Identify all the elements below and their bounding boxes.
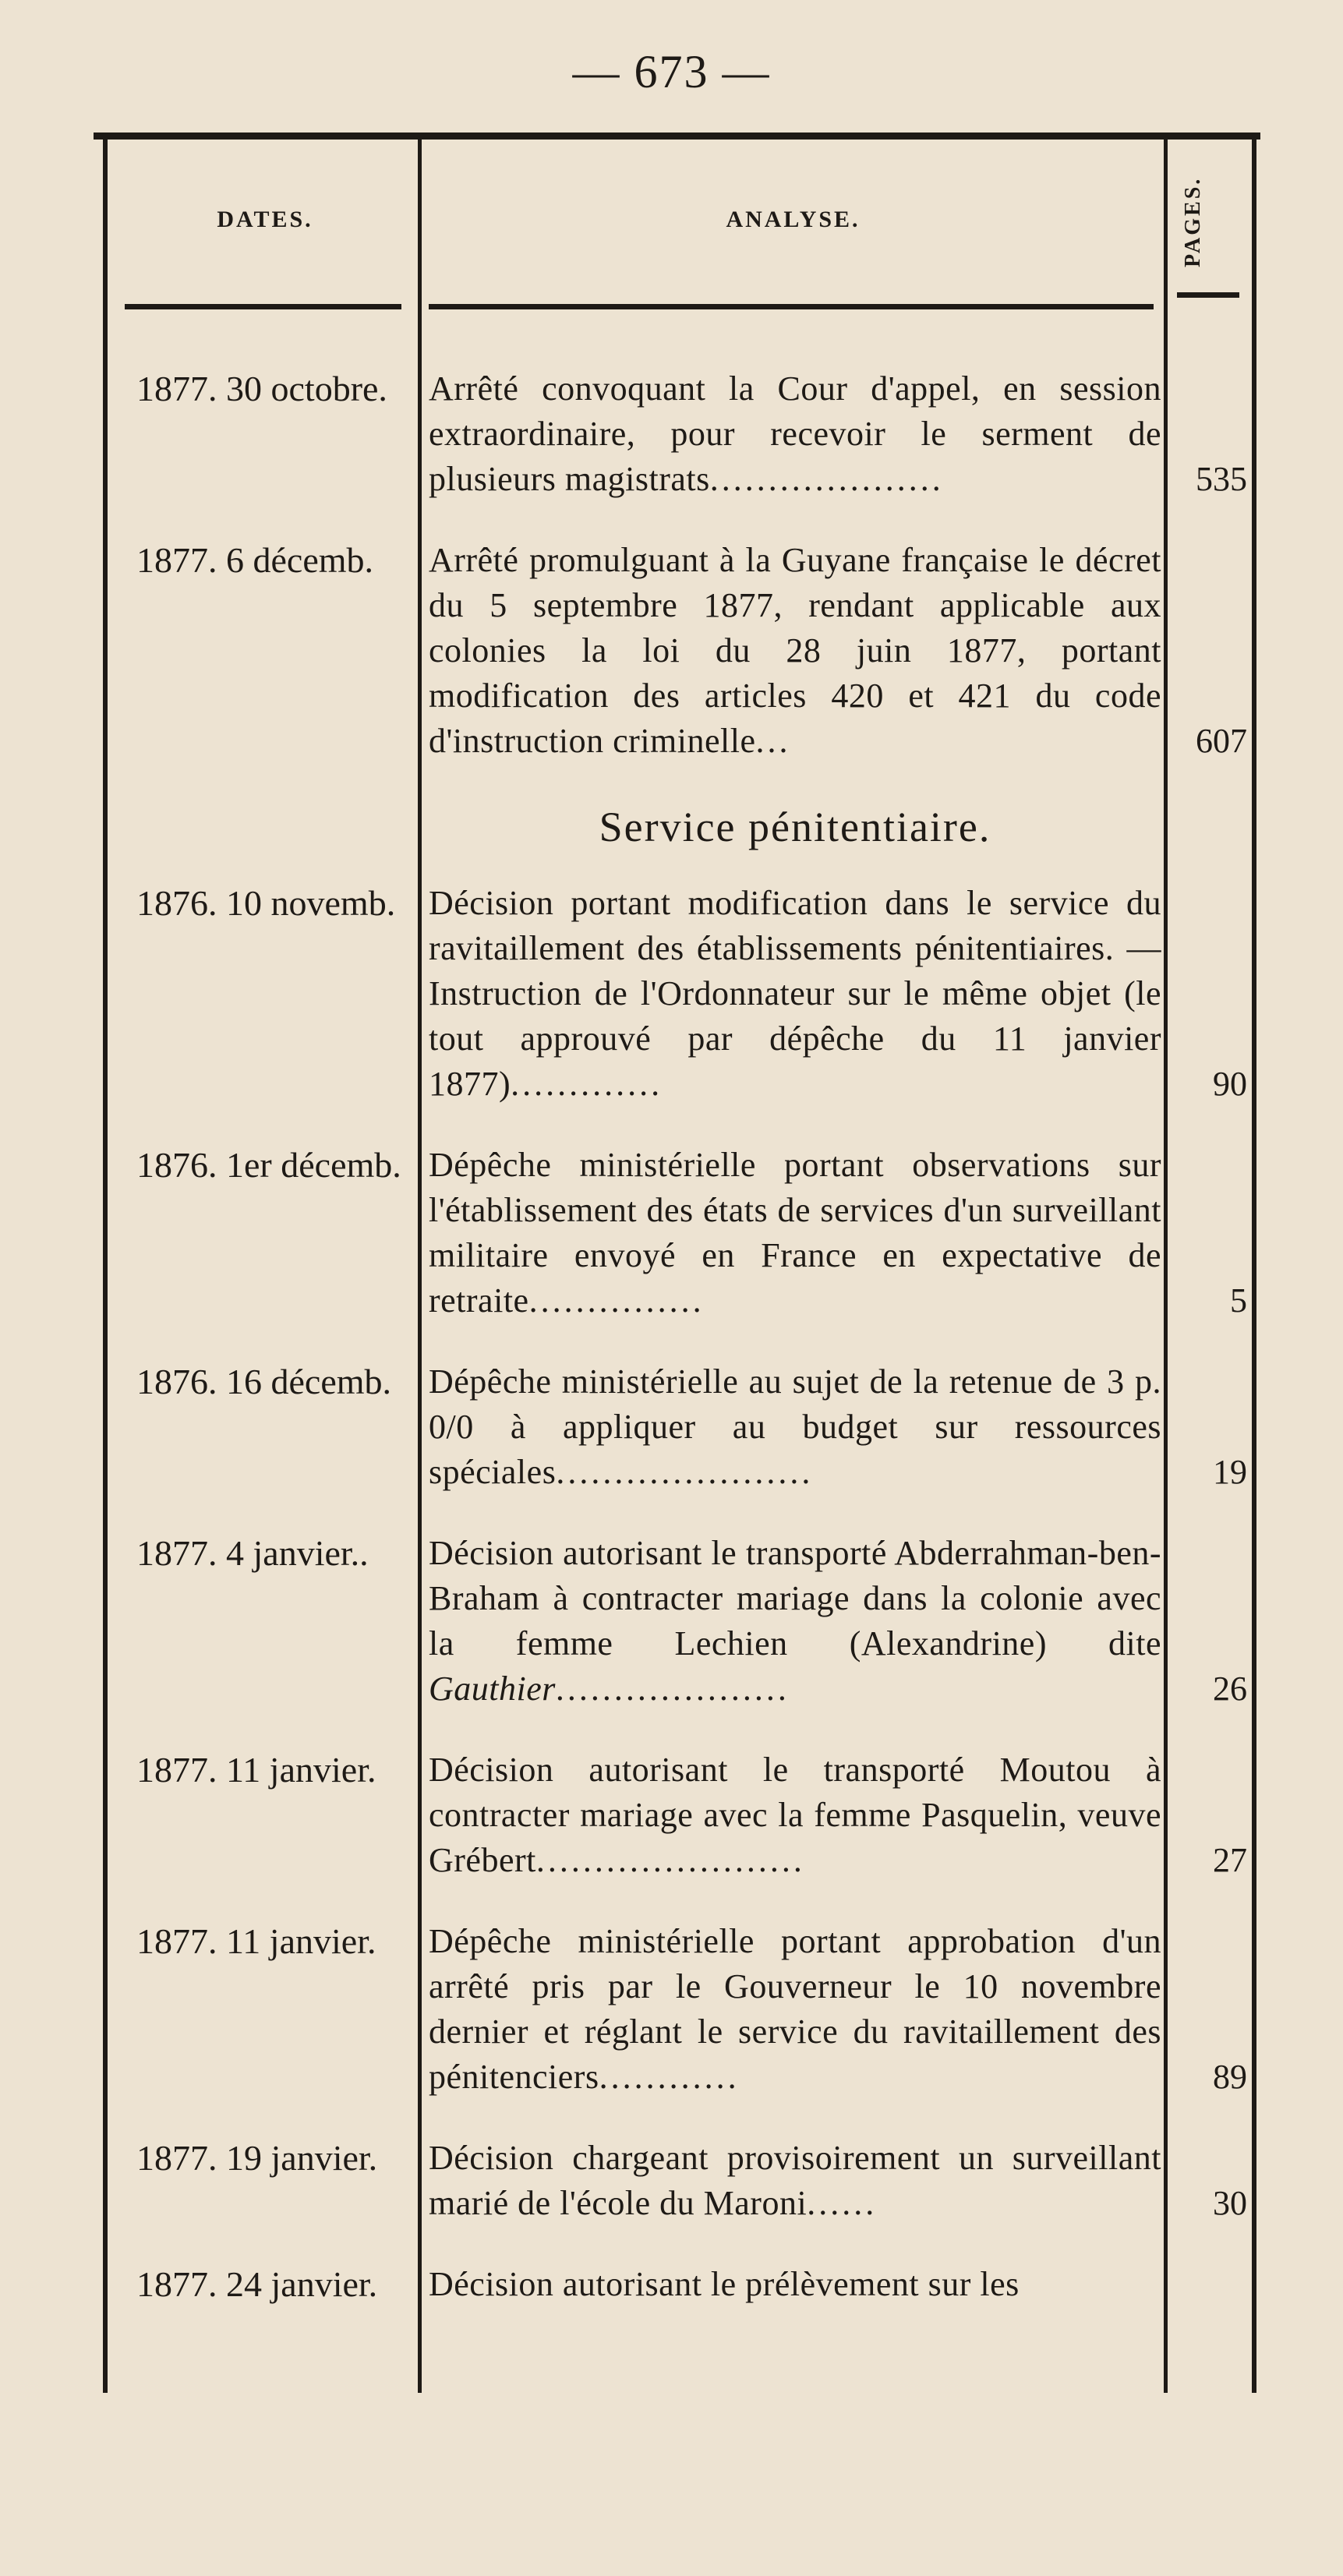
header-analyse: ANALYSE. bbox=[726, 207, 861, 232]
entry-row bbox=[94, 1747, 1260, 1883]
entry-page: 26 bbox=[1213, 1670, 1247, 1708]
entry-page: 19 bbox=[1213, 1453, 1247, 1491]
entry-analysis bbox=[429, 2136, 1161, 2226]
entry-row bbox=[94, 366, 1260, 502]
section-heading: Service pénitentiaire. bbox=[599, 804, 991, 850]
entry-date: 1877. 30 octobre. bbox=[136, 369, 387, 408]
entry-dots: ...................... bbox=[556, 1453, 814, 1491]
entry-text: Décision autorisant le transporté Moutou à contracter mariage avec la femme Pasquelin, veuve Grébert bbox=[429, 1751, 1161, 1879]
entry-page: 30 bbox=[1213, 2184, 1247, 2222]
entry-dots: .................... bbox=[709, 460, 944, 498]
entry-row bbox=[94, 2262, 1260, 2307]
entry-dots: .................... bbox=[555, 1670, 790, 1708]
entry-row bbox=[94, 1531, 1260, 1712]
entry-dots: ............... bbox=[528, 1281, 705, 1320]
entry-text: Décision autorisant le transporté Abderrahman-ben-Braham à contracter mariage dans la colonie avec la femme Lechien (Alexandrine) dite bbox=[429, 1534, 1161, 1663]
entry-dots: ...... bbox=[807, 2184, 878, 2222]
entry-dots: ............. bbox=[511, 1065, 663, 1103]
entry-date: 1877. 11 janvier. bbox=[136, 1921, 376, 1961]
entry-page: 535 bbox=[1196, 460, 1247, 498]
entry-row bbox=[94, 1919, 1260, 2100]
entry-dots: ....................... bbox=[535, 1841, 805, 1879]
entry-analysis bbox=[429, 366, 1161, 502]
entry-date: 1876. 16 décemb. bbox=[136, 1362, 392, 1401]
entry-text: Décision portant modification dans le service du ravitaillement des établissements pénitentiaires. — Instruction de l'Ordonnateur sur le même objet (le tout approuvé par dépêche du 11 janvier 1877) bbox=[429, 884, 1161, 1103]
entries-list bbox=[94, 366, 1260, 2343]
entry-date: 1877. 19 janvier. bbox=[136, 2138, 378, 2178]
entry-italic-name: Gauthier bbox=[429, 1670, 556, 1708]
entry-date: 1876. 10 novemb. bbox=[136, 883, 396, 923]
header-dates: DATES. bbox=[217, 207, 313, 232]
entry-date: 1877. 24 janvier. bbox=[136, 2264, 378, 2304]
entry-analysis bbox=[429, 1531, 1161, 1712]
header-rule-analyse bbox=[429, 304, 1154, 309]
entry-dots: ... bbox=[755, 722, 791, 760]
entry-analysis bbox=[429, 1143, 1161, 1323]
entry-text: Dépêche ministérielle au sujet de la retenue de 3 p. 0/0 à appliquer au budget sur ressources spéciales bbox=[429, 1362, 1161, 1491]
entry-text: Décision autorisant le prélèvement sur les bbox=[429, 2265, 1020, 2303]
entry-page: 5 bbox=[1230, 1281, 1247, 1320]
entry-analysis bbox=[429, 1359, 1161, 1495]
entry-text: Décision chargeant provisoirement un surveillant marié de l'école du Maroni bbox=[429, 2139, 1161, 2222]
entry-text: Dépêche ministérielle portant approbation d'un arrêté pris par le Gouverneur le 10 novembre dernier et réglant le service du ravitaillement des pénitenciers bbox=[429, 1922, 1161, 2096]
entry-row bbox=[94, 1143, 1260, 1323]
entry-dots: ............ bbox=[599, 2058, 740, 2096]
entry-page: 90 bbox=[1213, 1065, 1247, 1103]
entry-row bbox=[94, 2136, 1260, 2226]
entry-text: Arrêté promulguant à la Guyane française le décret du 5 septembre 1877, rendant applicable aux colonies la loi du 28 juin 1877, portant modification des articles 420 et 421 du code d'instruction criminelle bbox=[429, 541, 1161, 760]
entry-text: Arrêté convoquant la Cour d'appel, en session extraordinaire, pour recevoir le serment de plusieurs magistrats bbox=[429, 369, 1161, 498]
header-pages: PAGES. bbox=[1181, 176, 1205, 268]
entry-page: 89 bbox=[1213, 2058, 1247, 2096]
entry-row bbox=[94, 881, 1260, 1107]
page-number: — 673 — bbox=[572, 46, 771, 97]
entry-date: 1877. 6 décemb. bbox=[136, 540, 374, 580]
entry-page: 27 bbox=[1213, 1841, 1247, 1879]
entry-analysis bbox=[429, 538, 1161, 764]
entry-date: 1877. 4 janvier.. bbox=[136, 1533, 369, 1573]
entry-analysis bbox=[429, 1747, 1161, 1883]
top-rule bbox=[94, 133, 1260, 140]
entry-text: Dépêche ministérielle portant observations sur l'établissement des états de services d'un surveillant militaire envoyé en France en expectative de retraite bbox=[429, 1146, 1161, 1320]
entry-analysis bbox=[429, 1919, 1161, 2100]
header-rule-dates bbox=[125, 304, 401, 309]
entry-date: 1876. 1er décemb. bbox=[136, 1145, 401, 1185]
entry-page: 607 bbox=[1196, 722, 1247, 760]
entry-row bbox=[94, 538, 1260, 764]
header-rule-pages bbox=[1177, 292, 1239, 298]
entry-date: 1877. 11 janvier. bbox=[136, 1750, 376, 1790]
entry-row bbox=[94, 1359, 1260, 1495]
entry-analysis bbox=[429, 881, 1161, 1107]
entry-analysis bbox=[429, 2262, 1161, 2307]
